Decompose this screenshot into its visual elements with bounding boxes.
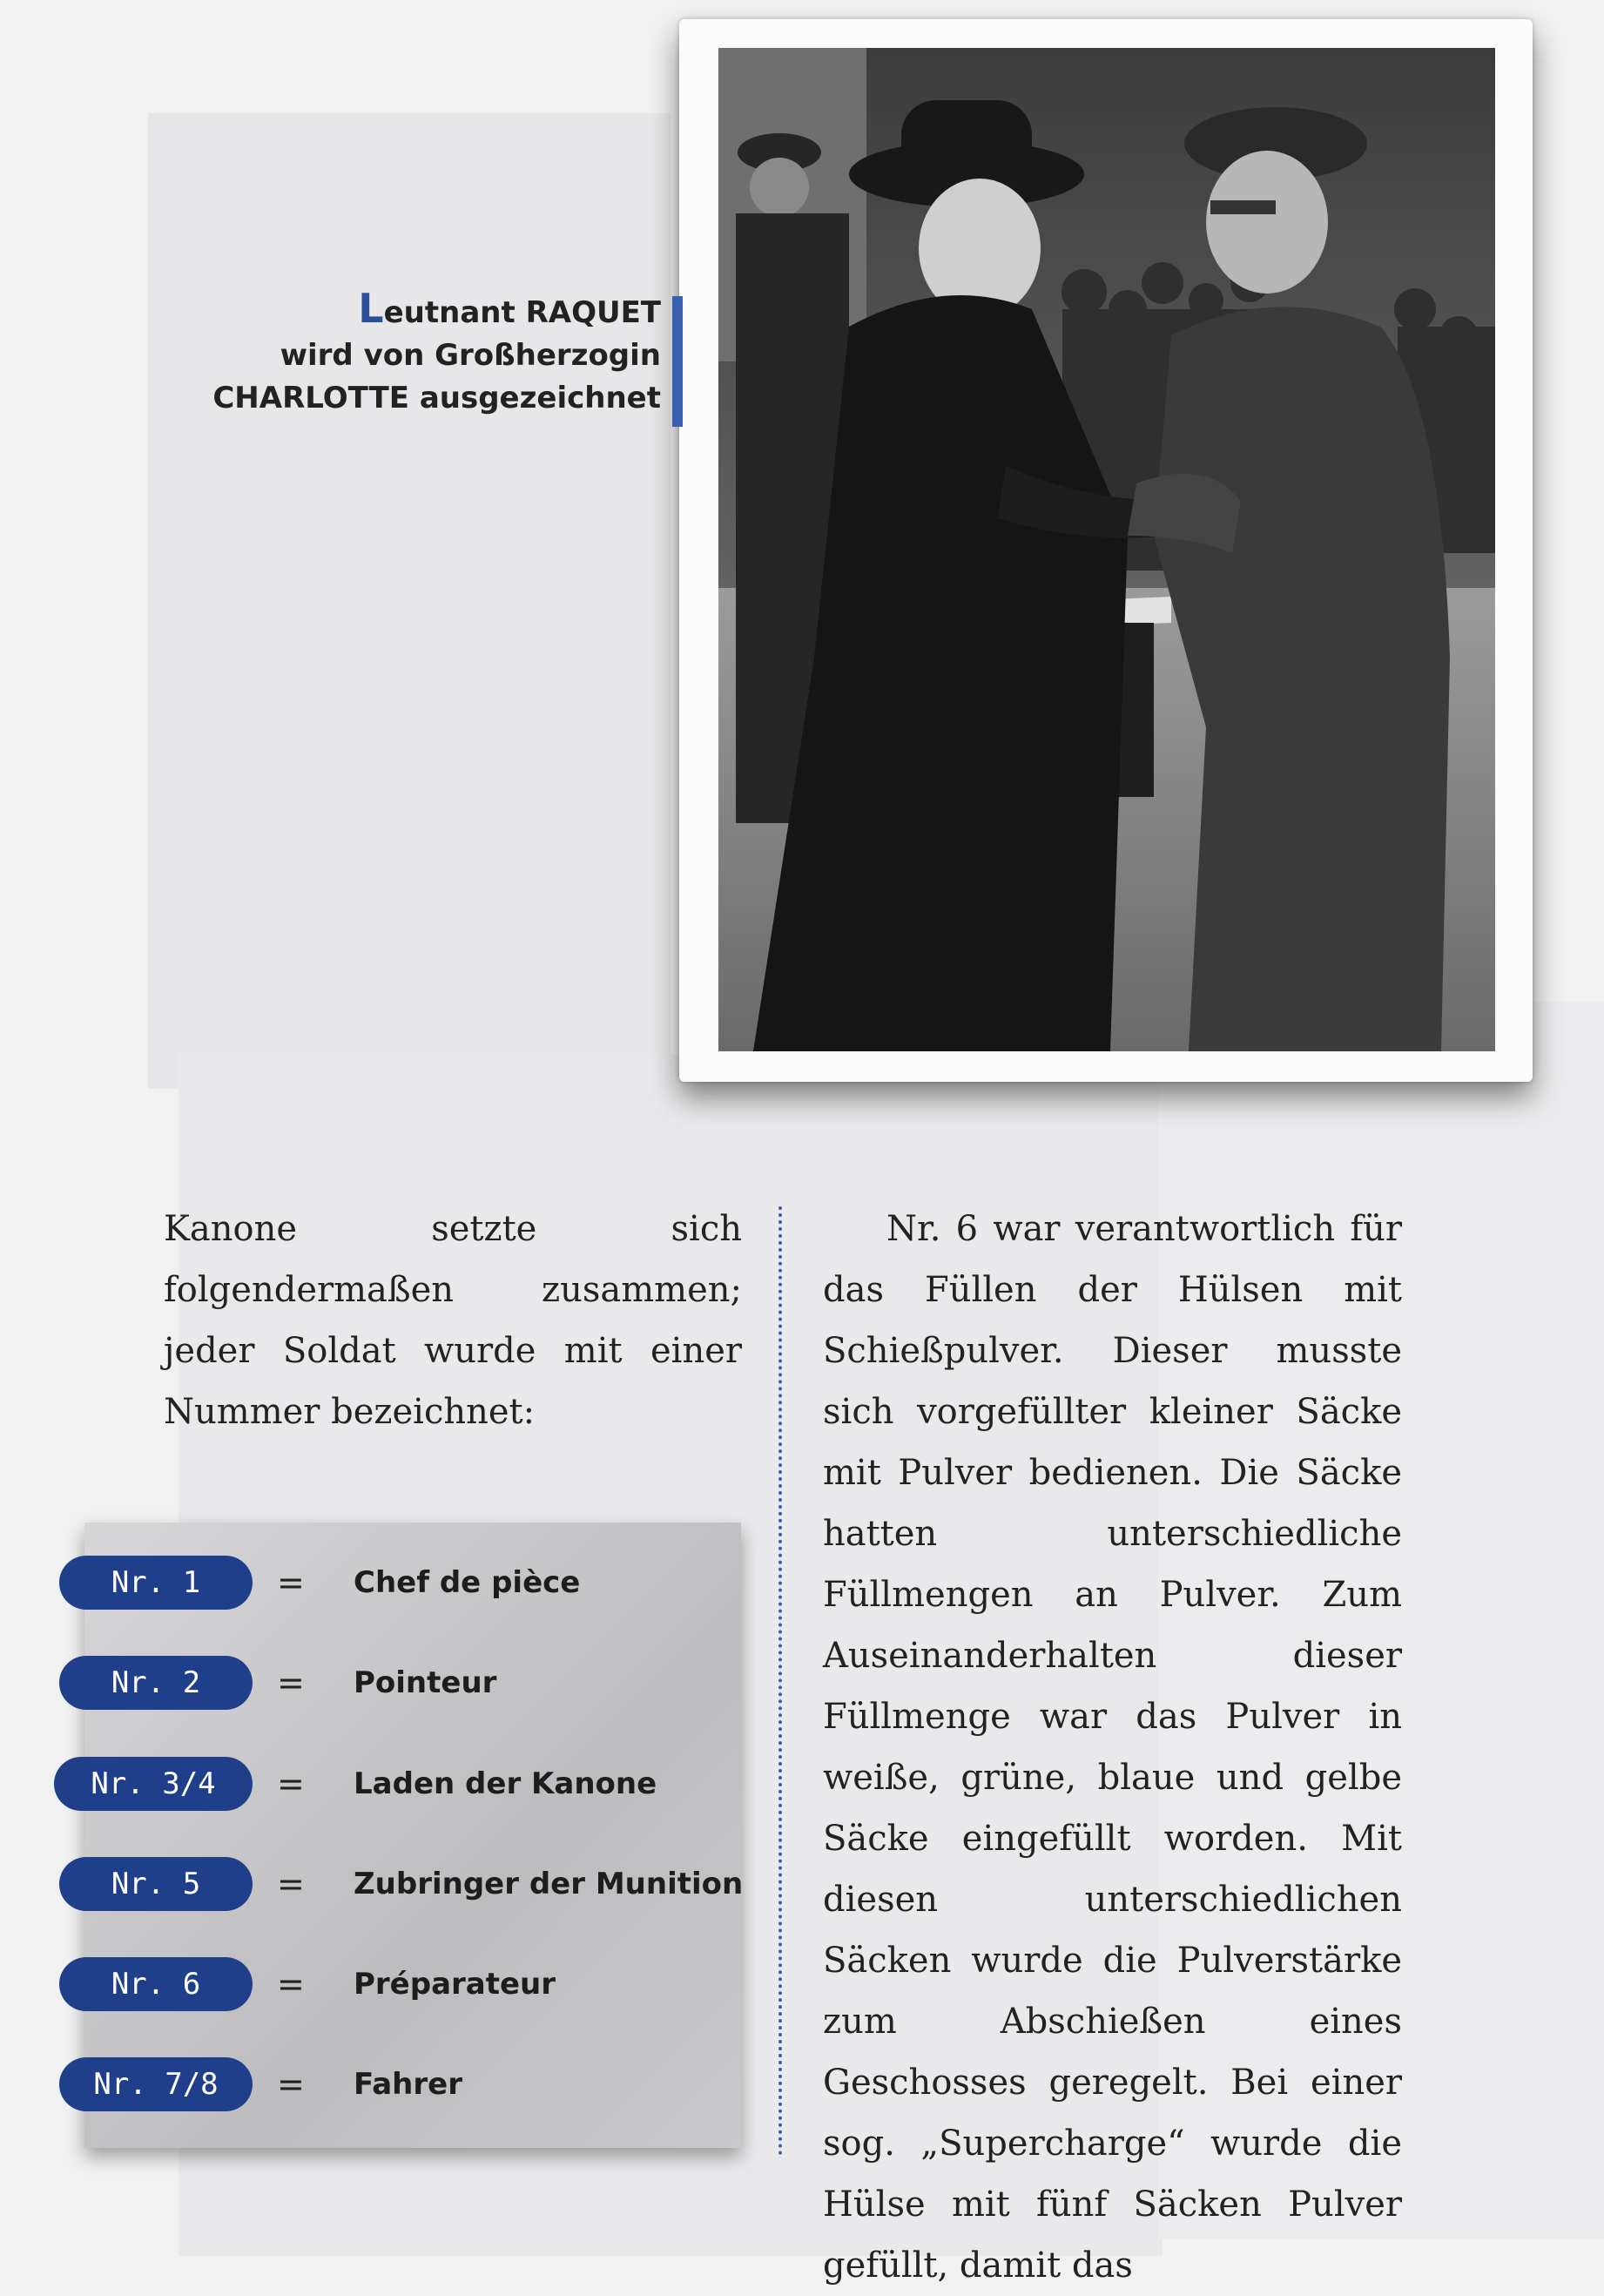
number-badge: Nr. 2 (59, 1656, 253, 1710)
right-paragraph: Nr. 6 war verantwortlich für das Füllen der Hülsen mit Schießpulver. Dieser musste sich vorgefüllter kleiner Säcke mit Pulver bedienen. Die Säcke hatten unterschiedliche Füllmengen an Pulver. Zum Auseinanderhalten dieser Füllmenge war das Pulver in weiße, grüne, blaue und gelbe Säcke eingefüllt worden. Mit diesen unterschiedlichen Säcken wurde die Pulverstärke zum Abschießen eines Geschosses geregelt. Bei einer sog. „Supercharge“ wurde die Hülse mit fünf Säcken Pulver gefüllt, damit das (823, 1209, 1402, 2286)
caption-line-1 (212, 287, 661, 334)
equals-sign: = (277, 1965, 305, 2003)
left-column (164, 1199, 742, 1442)
crew-row (0, 1757, 784, 1811)
award-ceremony-photo (718, 48, 1495, 1051)
caption-initial: L (358, 285, 384, 332)
number-badge: Nr. 1 (59, 1556, 253, 1610)
crew-row (0, 1656, 784, 1710)
right-column (823, 1199, 1402, 2296)
number-badge: Nr. 7/8 (59, 2057, 253, 2111)
crew-role: Préparateur (354, 1967, 556, 2002)
crew-role: Fahrer (354, 2067, 462, 2102)
crew-role: Laden der Kanone (354, 1766, 657, 1801)
background-panel (148, 113, 671, 1089)
equals-sign: = (277, 1765, 305, 1803)
equals-sign: = (277, 1865, 305, 1903)
number-badge: Nr. 5 (59, 1857, 253, 1911)
left-paragraph: Kanone setzte sich folgendermaßen zusammen; jeder Soldat wurde mit einer Nummer bezeichnet: (164, 1209, 742, 1432)
caption-line-3: CHARLOTTE ausgezeichnet (212, 381, 661, 415)
photo-frame (679, 19, 1533, 1082)
equals-sign: = (277, 1563, 305, 1602)
number-badge: Nr. 6 (59, 1957, 253, 2011)
caption-line-2: wird von Großherzogin (280, 338, 661, 373)
crew-role: Pointeur (354, 1665, 497, 1700)
photo-illustration (718, 48, 1495, 1051)
crew-row (0, 2057, 784, 2111)
equals-sign: = (277, 2065, 305, 2104)
photo-caption (212, 287, 661, 420)
caption-line-1-text: eutnant RAQUET (383, 295, 661, 330)
caption-accent-bar (672, 296, 683, 427)
crew-role: Chef de pièce (354, 1565, 581, 1600)
crew-numbers-panel (84, 1523, 744, 2148)
crew-row (0, 1556, 784, 1610)
crew-row (0, 1957, 784, 2011)
crew-row (0, 1857, 784, 1911)
crew-role: Zubringer der Munition (354, 1867, 744, 1901)
equals-sign: = (277, 1664, 305, 1702)
number-badge: Nr. 3/4 (54, 1757, 253, 1811)
